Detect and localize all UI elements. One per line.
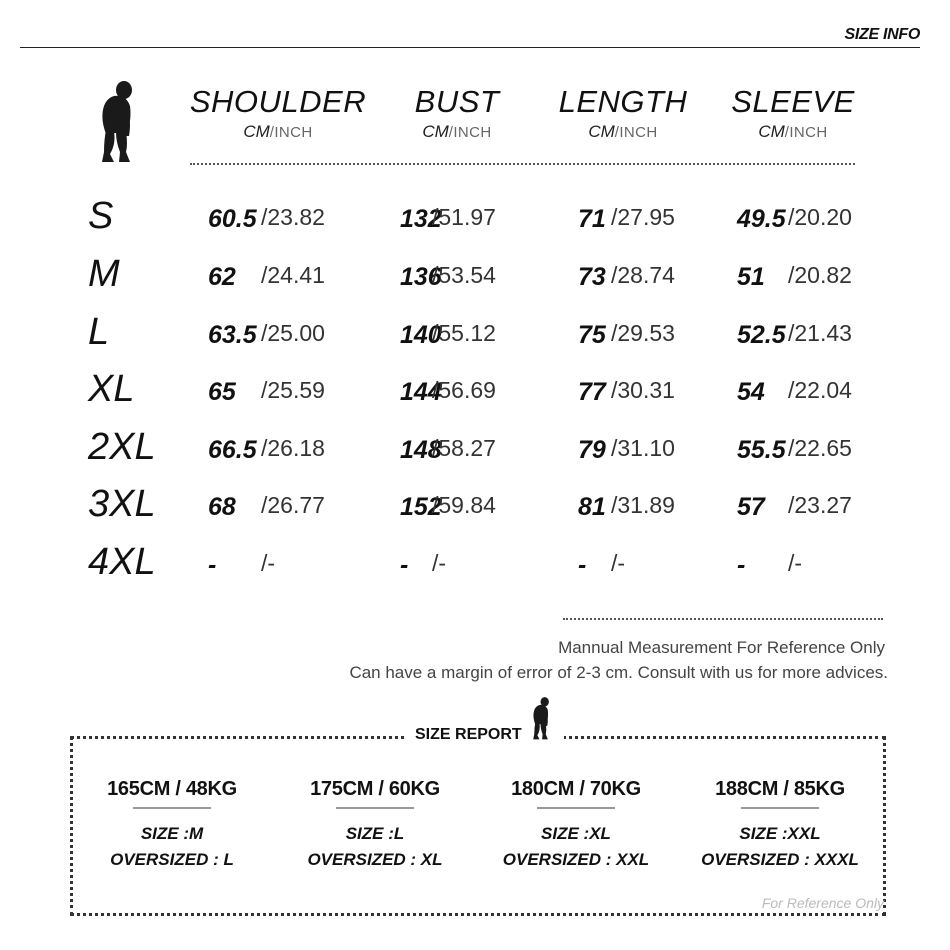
length-inch-value: /29.53 (611, 320, 675, 346)
report-oversized: OVERSIZED : XL (307, 850, 443, 869)
bust-inch-value: /59.84 (432, 492, 496, 518)
report-size: SIZE :XL (541, 824, 611, 843)
sleeve-inch-value: /20.20 (788, 204, 852, 230)
unit-inch: /INCH (784, 124, 828, 141)
length-cm-value: 71 (578, 205, 606, 233)
length-cm-value: - (578, 551, 587, 579)
measurement-note: Mannual Measurement For Reference Only (558, 638, 885, 657)
row-size-label: 2XL (88, 426, 156, 468)
report-item (476, 778, 676, 873)
sleeve-inch-value: /22.04 (788, 377, 852, 403)
shoulder-cm-value: 68 (208, 493, 236, 521)
hunched-figure-icon (92, 78, 138, 164)
shoulder-cm-value: 66.5 (208, 436, 257, 464)
report-height-weight: 180CM / 70KG (511, 778, 641, 800)
unit-inch: /INCH (269, 124, 313, 141)
bust-cm-value: 144 (400, 378, 442, 406)
length-cm-value: 79 (578, 436, 606, 464)
row-size-label: M (88, 253, 120, 295)
top-divider (20, 47, 920, 48)
shoulder-inch-value: /25.59 (261, 377, 325, 403)
column-header-sleeve (698, 84, 888, 142)
sleeve-cm-value: - (737, 551, 746, 579)
size-report-title: SIZE REPORT (415, 726, 522, 743)
note-dotted-divider (563, 618, 883, 620)
shoulder-cm-value: 60.5 (208, 205, 257, 233)
shoulder-inch-value: /25.00 (261, 320, 325, 346)
margin-note: Can have a margin of error of 2-3 cm. Consult with us for more advices. (349, 663, 888, 682)
report-oversized: OVERSIZED : L (110, 850, 234, 869)
sleeve-inch-value: /20.82 (788, 262, 852, 288)
shoulder-inch-value: /26.18 (261, 435, 325, 461)
bust-cm-value: 132 (400, 205, 442, 233)
unit-inch: /INCH (448, 124, 492, 141)
sleeve-inch-value: /22.65 (788, 435, 852, 461)
report-height-weight: 175CM / 60KG (310, 778, 440, 800)
unit-cm: CM (588, 122, 615, 141)
report-size: SIZE :L (345, 824, 405, 843)
report-divider (336, 807, 414, 809)
length-inch-value: /28.74 (611, 262, 675, 288)
shoulder-cm-value: - (208, 551, 217, 579)
column-name: BUST (414, 84, 500, 119)
sleeve-cm-value: 51 (737, 263, 765, 291)
column-header-shoulder (183, 84, 373, 142)
report-size: SIZE :M (140, 824, 204, 843)
row-size-label: S (88, 195, 114, 237)
length-inch-value: /30.31 (611, 377, 675, 403)
unit-inch: /INCH (614, 124, 658, 141)
sleeve-inch-value: /23.27 (788, 492, 852, 518)
sleeve-cm-value: 52.5 (737, 321, 786, 349)
bust-cm-value: - (400, 551, 409, 579)
shoulder-cm-value: 65 (208, 378, 236, 406)
header-dotted-divider (190, 163, 855, 165)
length-inch-value: /- (611, 550, 626, 576)
column-name: SHOULDER (189, 84, 367, 119)
shoulder-inch-value: /- (261, 550, 276, 576)
sleeve-inch-value: /- (788, 550, 803, 576)
length-inch-value: /31.10 (611, 435, 675, 461)
report-item (680, 778, 880, 873)
column-name: LENGTH (558, 84, 688, 119)
row-size-label: L (88, 311, 110, 353)
report-divider (741, 807, 819, 809)
shoulder-cm-value: 63.5 (208, 321, 257, 349)
bust-inch-value: /53.54 (432, 262, 496, 288)
unit-cm: CM (243, 122, 270, 141)
bust-cm-value: 152 (400, 493, 442, 521)
report-oversized: OVERSIZED : XXXL (701, 850, 859, 869)
bust-inch-value: /58.27 (432, 435, 496, 461)
sleeve-cm-value: 49.5 (737, 205, 786, 233)
report-size: SIZE :XXL (739, 824, 821, 843)
reference-only-note: For Reference Only (761, 895, 884, 911)
sleeve-cm-value: 57 (737, 493, 765, 521)
bust-inch-value: /51.97 (432, 204, 496, 230)
length-cm-value: 77 (578, 378, 606, 406)
report-height-weight: 165CM / 48KG (107, 778, 237, 800)
size-info-title: SIZE INFO (844, 26, 920, 43)
report-height-weight: 188CM / 85KG (715, 778, 845, 800)
bust-cm-value: 148 (400, 436, 442, 464)
row-size-label: 4XL (88, 541, 156, 583)
row-size-label: 3XL (88, 483, 156, 525)
bust-cm-value: 140 (400, 321, 442, 349)
length-inch-value: /31.89 (611, 492, 675, 518)
length-cm-value: 75 (578, 321, 606, 349)
row-size-label: XL (88, 368, 135, 410)
sleeve-inch-value: /21.43 (788, 320, 852, 346)
report-oversized: OVERSIZED : XXL (502, 850, 650, 869)
report-item (275, 778, 475, 873)
sleeve-cm-value: 55.5 (737, 436, 786, 464)
sleeve-cm-value: 54 (737, 378, 765, 406)
bust-cm-value: 136 (400, 263, 442, 291)
hunched-figure-icon (528, 694, 552, 742)
bust-inch-value: /- (432, 550, 447, 576)
length-cm-value: 73 (578, 263, 606, 291)
column-header-length (528, 84, 718, 142)
bust-inch-value: /56.69 (432, 377, 496, 403)
column-name: SLEEVE (731, 84, 855, 119)
length-inch-value: /27.95 (611, 204, 675, 230)
shoulder-inch-value: /24.41 (261, 262, 325, 288)
shoulder-inch-value: /26.77 (261, 492, 325, 518)
report-item (72, 778, 272, 873)
report-divider (133, 807, 211, 809)
column-header-bust (362, 84, 552, 142)
shoulder-cm-value: 62 (208, 263, 236, 291)
bust-inch-value: /55.12 (432, 320, 496, 346)
unit-cm: CM (758, 122, 785, 141)
shoulder-inch-value: /23.82 (261, 204, 325, 230)
report-divider (537, 807, 615, 809)
length-cm-value: 81 (578, 493, 606, 521)
unit-cm: CM (422, 122, 449, 141)
